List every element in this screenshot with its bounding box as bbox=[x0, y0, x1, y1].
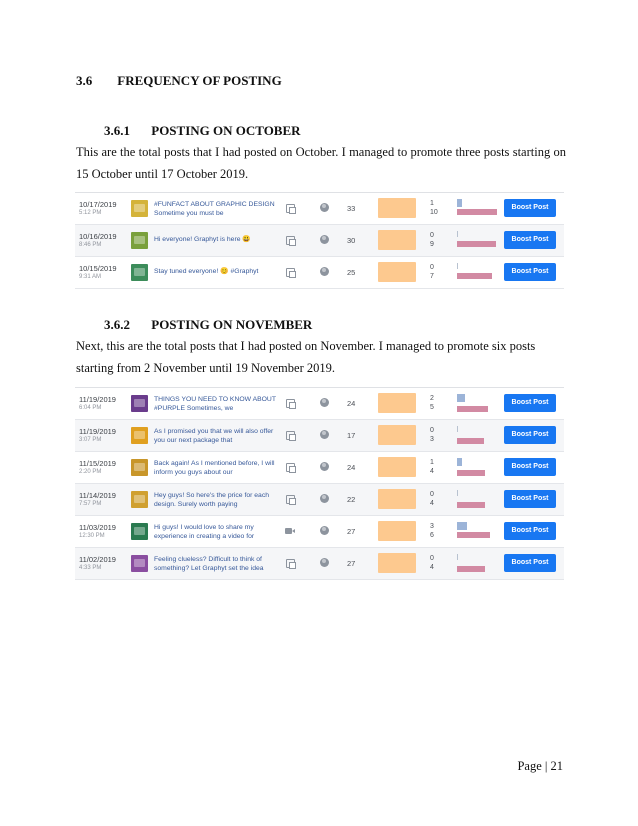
paragraph-line: This are the total posts that I had posted on October. I managed to promote three posts starting on bbox=[76, 145, 566, 159]
section-number: 3.6 bbox=[76, 73, 93, 88]
reactions-bar bbox=[457, 406, 488, 412]
post-date: 11/02/2019 bbox=[79, 555, 116, 564]
clicks-count: 0 bbox=[430, 264, 434, 271]
table-row[interactable] bbox=[75, 452, 564, 484]
globe-icon bbox=[320, 526, 329, 535]
subsection-title: POSTING ON NOVEMBER bbox=[151, 317, 313, 332]
clicks-count: 3 bbox=[430, 523, 434, 530]
post-datetime bbox=[79, 200, 117, 218]
table-row[interactable] bbox=[75, 225, 564, 257]
post-date: 11/19/2019 bbox=[79, 427, 116, 436]
clicks-bar bbox=[457, 231, 458, 237]
album-icon bbox=[286, 236, 295, 245]
reactions-bar bbox=[457, 566, 485, 572]
reactions-bar bbox=[457, 241, 496, 247]
reach-count: 24 bbox=[347, 463, 356, 472]
globe-icon bbox=[320, 398, 329, 407]
reach-count: 27 bbox=[347, 527, 356, 536]
reactions-bar bbox=[457, 273, 492, 279]
engagement-counts bbox=[430, 263, 434, 281]
album-icon bbox=[286, 495, 295, 504]
subsection-number: 3.6.2 bbox=[104, 317, 130, 332]
post-datetime bbox=[79, 232, 117, 250]
reach-bar bbox=[378, 198, 416, 218]
post-text-link[interactable]: Hi guys! I would love to share my experience in creating a video for bbox=[154, 524, 255, 540]
subsection-number: 3.6.1 bbox=[104, 123, 130, 138]
reach-bar bbox=[378, 393, 416, 413]
clicks-count: 0 bbox=[430, 491, 434, 498]
reactions-bar bbox=[457, 470, 485, 476]
engagement-counts bbox=[430, 522, 434, 540]
reach-count: 24 bbox=[347, 399, 356, 408]
album-icon bbox=[286, 204, 295, 213]
globe-icon bbox=[320, 267, 329, 276]
reach-bar bbox=[378, 230, 416, 250]
post-date: 11/14/2019 bbox=[79, 491, 116, 500]
reactions-count: 10 bbox=[430, 209, 438, 216]
post-text-link[interactable]: Stay tuned everyone! 😊 #Graphyt bbox=[154, 268, 259, 275]
clicks-bar bbox=[457, 490, 458, 496]
post-thumbnail[interactable] bbox=[131, 264, 148, 281]
subsection-title: POSTING ON OCTOBER bbox=[151, 123, 301, 138]
globe-icon bbox=[320, 430, 329, 439]
post-text-link[interactable]: Feeling clueless? Difficult to think of something? Let Graphyt set the idea bbox=[154, 556, 264, 572]
reactions-bar bbox=[457, 438, 484, 444]
post-time: 5:12 PM bbox=[79, 210, 102, 216]
boost-post-button[interactable]: Boost Post bbox=[504, 490, 556, 508]
post-date: 11/15/2019 bbox=[79, 459, 116, 468]
section-title: FREQUENCY OF POSTING bbox=[117, 73, 282, 88]
clicks-count: 1 bbox=[430, 200, 434, 207]
post-date: 10/17/2019 bbox=[79, 200, 117, 209]
post-thumbnail[interactable] bbox=[131, 232, 148, 249]
post-thumbnail[interactable] bbox=[131, 459, 148, 476]
reach-bar bbox=[378, 489, 416, 509]
boost-post-button[interactable]: Boost Post bbox=[504, 394, 556, 412]
table-row[interactable] bbox=[75, 420, 564, 452]
reactions-count: 4 bbox=[430, 564, 434, 571]
boost-post-button[interactable]: Boost Post bbox=[504, 458, 556, 476]
table-row[interactable] bbox=[75, 388, 564, 420]
globe-icon bbox=[320, 462, 329, 471]
reach-count: 22 bbox=[347, 495, 356, 504]
album-icon bbox=[286, 463, 295, 472]
clicks-bar bbox=[457, 554, 458, 560]
post-time: 2:20 PM bbox=[79, 469, 102, 475]
post-date: 10/15/2019 bbox=[79, 264, 117, 273]
reach-bar bbox=[378, 457, 416, 477]
engagement-counts bbox=[430, 458, 434, 476]
reach-bar bbox=[378, 425, 416, 445]
post-datetime bbox=[79, 427, 116, 445]
post-time: 8:46 PM bbox=[79, 242, 102, 248]
album-icon bbox=[286, 399, 295, 408]
reach-count: 30 bbox=[347, 236, 356, 245]
clicks-bar bbox=[457, 458, 462, 466]
post-text-link[interactable]: THINGS YOU NEED TO KNOW ABOUT #PURPLE Sometimes, we bbox=[154, 396, 276, 412]
post-thumbnail[interactable] bbox=[131, 200, 148, 217]
post-datetime bbox=[79, 555, 116, 573]
post-datetime bbox=[79, 459, 116, 477]
clicks-count: 2 bbox=[430, 395, 434, 402]
post-time: 6:04 PM bbox=[79, 405, 102, 411]
post-time: 9:31 AM bbox=[79, 274, 102, 280]
clicks-bar bbox=[457, 426, 458, 432]
clicks-count: 1 bbox=[430, 459, 434, 466]
album-icon bbox=[286, 268, 295, 277]
globe-icon bbox=[320, 235, 329, 244]
table-row[interactable] bbox=[75, 516, 564, 548]
boost-post-button[interactable]: Boost Post bbox=[504, 426, 556, 444]
table-row[interactable] bbox=[75, 193, 564, 225]
engagement-counts bbox=[430, 199, 438, 217]
album-icon bbox=[286, 431, 295, 440]
post-time: 12:30 PM bbox=[79, 533, 105, 539]
engagement-counts bbox=[430, 554, 434, 572]
post-thumbnail[interactable] bbox=[131, 555, 148, 572]
reach-count: 17 bbox=[347, 431, 356, 440]
reach-count: 33 bbox=[347, 204, 356, 213]
reach-bar bbox=[378, 553, 416, 573]
post-time: 4:33 PM bbox=[79, 565, 102, 571]
table-row[interactable] bbox=[75, 484, 564, 516]
reach-bar bbox=[378, 521, 416, 541]
november-posts-table bbox=[75, 387, 564, 580]
reactions-bar bbox=[457, 532, 490, 538]
post-thumbnail[interactable] bbox=[131, 395, 148, 412]
clicks-bar bbox=[457, 263, 458, 269]
post-datetime bbox=[79, 523, 116, 541]
post-date: 11/19/2019 bbox=[79, 395, 116, 404]
october-posts-table bbox=[75, 192, 564, 289]
reactions-count: 5 bbox=[430, 404, 434, 411]
november-paragraph bbox=[76, 335, 566, 379]
globe-icon bbox=[320, 558, 329, 567]
reactions-bar bbox=[457, 209, 497, 215]
post-text-link[interactable]: #FUNFACT ABOUT GRAPHIC DESIGN Sometime you must be bbox=[154, 201, 275, 217]
reach-count: 27 bbox=[347, 559, 356, 568]
boost-post-button[interactable]: Boost Post bbox=[504, 522, 556, 540]
page-number: Page | 21 bbox=[517, 759, 563, 773]
post-text-link[interactable]: As I promised you that we will also offer you our next package that bbox=[154, 428, 274, 444]
reach-count: 25 bbox=[347, 268, 356, 277]
engagement-counts bbox=[430, 394, 434, 412]
clicks-bar bbox=[457, 522, 467, 530]
boost-post-button[interactable]: Boost Post bbox=[504, 231, 556, 249]
engagement-counts bbox=[430, 231, 434, 249]
post-text-link[interactable]: Back again! As I mentioned before, I will inform you guys about our bbox=[154, 460, 275, 476]
paragraph-line: 15 October until 17 October 2019. bbox=[76, 167, 249, 181]
table-row[interactable] bbox=[75, 548, 564, 580]
subsection-heading-november bbox=[104, 317, 312, 333]
post-datetime bbox=[79, 395, 116, 413]
boost-post-button[interactable]: Boost Post bbox=[504, 263, 556, 281]
reactions-count: 6 bbox=[430, 532, 434, 539]
globe-icon bbox=[320, 203, 329, 212]
post-datetime bbox=[79, 491, 116, 509]
post-time: 3:07 PM bbox=[79, 437, 102, 443]
post-text-link[interactable]: Hey guys! So here's the price for each design. Surely worth paying bbox=[154, 492, 270, 508]
reactions-count: 7 bbox=[430, 273, 434, 280]
engagement-counts bbox=[430, 426, 434, 444]
engagement-counts bbox=[430, 490, 434, 508]
post-datetime bbox=[79, 264, 117, 282]
post-date: 11/03/2019 bbox=[79, 523, 116, 532]
paragraph-line: starting from 2 November until 19 November 2019. bbox=[76, 361, 335, 375]
october-paragraph bbox=[76, 141, 566, 185]
globe-icon bbox=[320, 494, 329, 503]
post-thumbnail[interactable] bbox=[131, 427, 148, 444]
clicks-count: 0 bbox=[430, 555, 434, 562]
boost-post-button[interactable]: Boost Post bbox=[504, 199, 556, 217]
album-icon bbox=[286, 559, 295, 568]
post-time: 7:57 PM bbox=[79, 501, 102, 507]
section-heading bbox=[76, 73, 282, 89]
paragraph-line: Next, this are the total posts that I had posted on November. I managed to promote six posts bbox=[76, 339, 536, 353]
clicks-bar bbox=[457, 199, 462, 207]
post-date: 10/16/2019 bbox=[79, 232, 117, 241]
clicks-count: 0 bbox=[430, 427, 434, 434]
reach-bar bbox=[378, 262, 416, 282]
post-thumbnail[interactable] bbox=[131, 491, 148, 508]
clicks-count: 0 bbox=[430, 232, 434, 239]
reactions-count: 9 bbox=[430, 241, 434, 248]
reactions-bar bbox=[457, 502, 485, 508]
reactions-count: 4 bbox=[430, 500, 434, 507]
boost-post-button[interactable]: Boost Post bbox=[504, 554, 556, 572]
subsection-heading-october bbox=[104, 123, 301, 139]
table-row[interactable] bbox=[75, 257, 564, 289]
clicks-bar bbox=[457, 394, 465, 402]
reactions-count: 3 bbox=[430, 436, 434, 443]
post-thumbnail[interactable] bbox=[131, 523, 148, 540]
reactions-count: 4 bbox=[430, 468, 434, 475]
post-text-link[interactable]: Hi everyone! Graphyt is here 😃 bbox=[154, 236, 251, 243]
video-icon bbox=[285, 528, 292, 534]
